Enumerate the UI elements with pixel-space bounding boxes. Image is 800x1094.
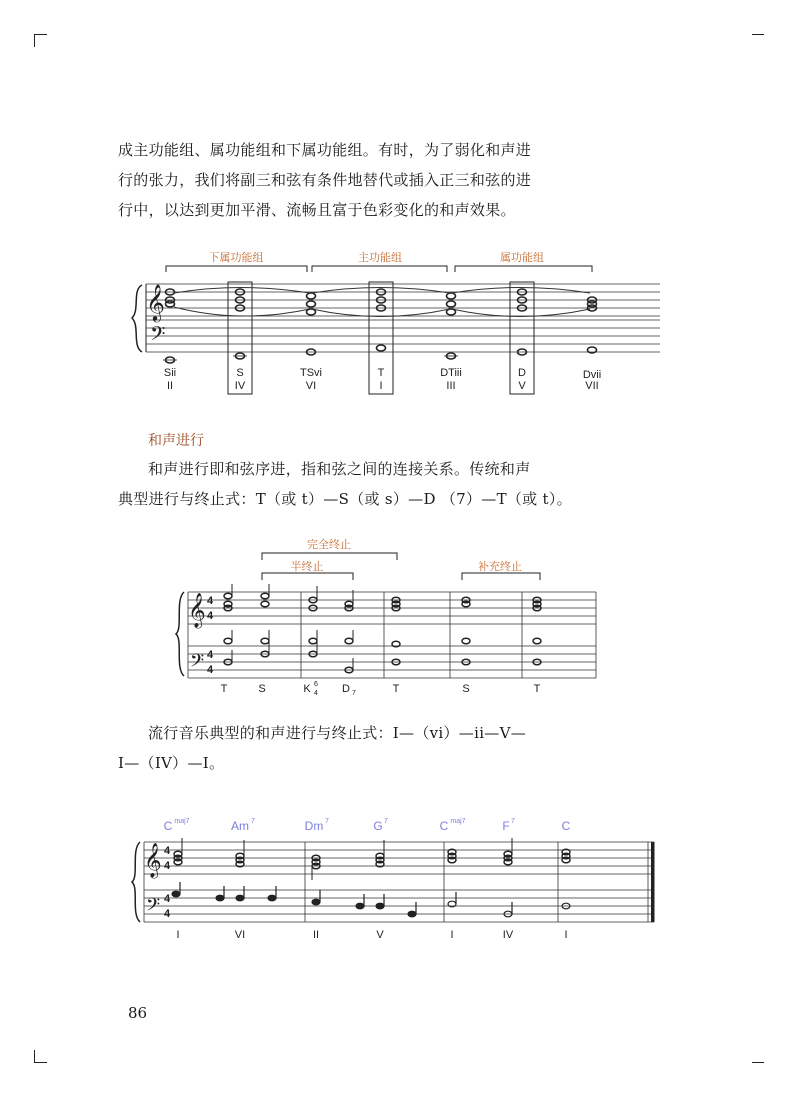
degree-label-3: VI (305, 380, 317, 392)
chord-symbol-6: F (502, 819, 510, 833)
cadence-label-2: S (258, 683, 266, 695)
function-label-1: Sii (163, 367, 177, 379)
bracket-label-plagal-extension: 补充终止 (478, 561, 522, 573)
cadence-label-6: S (462, 683, 470, 695)
group-label-tonic: 主功能组 (358, 252, 402, 264)
intro-line-1: 成主功能组、属功能组和下属功能组。有时，为了弱化和声进 (118, 141, 532, 159)
page-number: 86 (128, 1004, 148, 1022)
cadence-label-7: T (533, 683, 541, 695)
time-signature-bass-3: 4 (164, 893, 171, 905)
group-label-dominant: 属功能组 (500, 252, 544, 264)
cadence-label-1: T (220, 683, 228, 695)
chord-symbol-1: C (163, 819, 173, 833)
pop-degree-3: II (312, 929, 320, 941)
bracket-label-full-cadence: 完全终止 (307, 539, 351, 551)
treble-chords (166, 289, 597, 315)
bass-clef-icon-3: 𝄢 (146, 895, 161, 920)
intro-line-3: 行中，以达到更加平滑、流畅且富于色彩变化的和声效果。 (118, 201, 516, 219)
bass-clef-icon-2: 𝄢 (190, 651, 205, 676)
function-label-2: S (236, 367, 244, 379)
treble-clef-icon-2: 𝄞 (188, 593, 206, 628)
chord-symbol-6-ext: 7 (511, 818, 515, 825)
chord-symbol-7: C (561, 819, 571, 833)
chord-symbol-5-ext: maj7 (450, 818, 466, 825)
pop-staves (144, 842, 654, 922)
chord-symbol-4: G (373, 819, 383, 833)
final-barline (651, 842, 655, 922)
section-heading: 和声进行 (148, 433, 204, 449)
pop-degree-5: I (450, 929, 454, 941)
pop-degree-2: VI (234, 929, 246, 941)
function-label-3: TSvi (300, 367, 322, 379)
pop-degree-4: V (376, 929, 384, 941)
time-signature-bass-3b: 4 (164, 908, 171, 920)
pop-degree-1: I (176, 929, 180, 941)
degree-label-6: V (518, 380, 526, 392)
function-label-4: T (377, 367, 385, 379)
time-signature-treble-3b: 4 (164, 860, 171, 872)
chord-symbol-1-ext: maj7 (174, 818, 190, 825)
treble-clef-icon: 𝄞 (146, 283, 165, 321)
degree-label-2: IV (234, 380, 246, 392)
grand-staff-brace-2 (176, 592, 184, 676)
pop-degree-7: I (564, 929, 568, 941)
cadence-label-3-super: 6 (314, 681, 318, 688)
pop-line-1: 流行音乐典型的和声进行与终止式：I—（vi）—ii—V— (148, 724, 527, 742)
grand-staff-brace (132, 285, 142, 352)
treble-staff (146, 284, 660, 316)
pop-line-2: I—（IV）—I。 (118, 754, 225, 772)
section-paragraph (118, 454, 572, 514)
chord-symbol-3: Dm (304, 819, 324, 833)
cadence-label-5: T (392, 683, 400, 695)
time-signature-treble-2b: 4 (207, 610, 214, 622)
bracket-label-half-cadence: 半终止 (290, 561, 324, 573)
group-label-subdominant: 下属功能组 (208, 252, 264, 264)
degree-label-1: II (166, 380, 174, 392)
pop-bass-notes (172, 882, 570, 917)
degree-label-7: VII (585, 380, 599, 392)
time-signature-bass-2b: 4 (207, 664, 214, 676)
intro-line-2: 行的张力，我们将副三和弦有条件地替代或插入正三和弦的进 (118, 171, 532, 189)
crop-mark-bottom-left (34, 1050, 47, 1063)
figure-function-groups (0, 0, 800, 420)
chord-symbol-3-ext: 7 (325, 818, 329, 825)
bass-clef-icon: 𝄢 (150, 322, 166, 350)
cadence-notes (224, 584, 541, 673)
bass-staff (146, 320, 660, 352)
section-line-1: 和声进行即和弦序进，指和弦之间的连接关系。传统和声 (148, 460, 531, 478)
grand-staff-brace-3 (132, 842, 140, 922)
time-signature-treble-2: 4 (207, 595, 214, 607)
chord-symbol-2: Am (231, 819, 249, 833)
treble-clef-icon-3: 𝄞 (144, 843, 162, 878)
degree-label-4: I (379, 380, 383, 392)
group-brackets (166, 266, 592, 272)
time-signature-bass-2: 4 (207, 649, 214, 661)
function-label-6: D (518, 367, 526, 379)
cadence-label-4-sub: 7 (352, 690, 356, 697)
chord-symbol-4-ext: 7 (384, 818, 388, 825)
chord-symbol-2-ext: 7 (251, 818, 255, 825)
chord-symbol-5: C (439, 819, 449, 833)
function-label-5: DTiii (440, 367, 462, 379)
figure-pop-progression (0, 810, 800, 950)
time-signature-treble-3: 4 (164, 845, 171, 857)
cadence-label-3: K (303, 683, 311, 695)
function-label-7: Dvii (582, 369, 602, 381)
cadence-label-3-sub: 4 (314, 690, 318, 697)
pop-paragraph (118, 718, 526, 778)
pop-degree-6: IV (502, 929, 514, 941)
figure-cadences (0, 530, 800, 710)
section-line-2: 典型进行与终止式：T（或 t）—S（或 s）—D （7）—T（或 t）。 (118, 490, 572, 508)
cadence-label-4: D (342, 683, 350, 695)
degree-label-5: III (446, 380, 456, 392)
crop-mark-bottom-right (752, 1050, 764, 1063)
